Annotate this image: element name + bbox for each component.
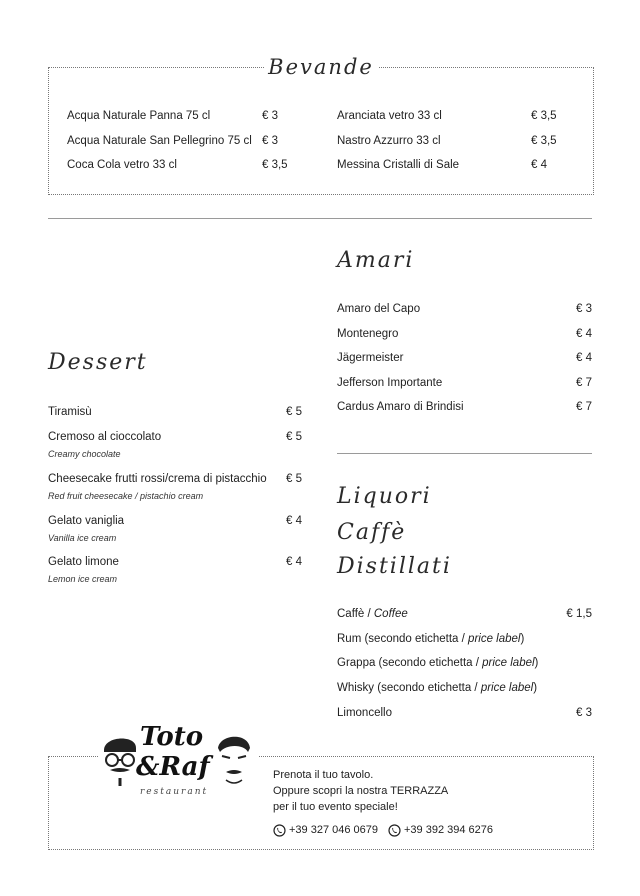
dessert-item-translation: Red fruit cheesecake / pistachio cream [48, 491, 204, 501]
bevande-item-price: € 3,5 [531, 135, 557, 147]
bevande-title: Bevande [264, 52, 378, 82]
dessert-item-name: Cheesecake frutti rossi/crema di pistacchio [48, 473, 267, 485]
divider [337, 453, 592, 454]
dessert-item-name: Tiramisù [48, 406, 92, 418]
restaurant-logo [98, 722, 258, 806]
dessert-item-translation: Lemon ice cream [48, 574, 118, 584]
dessert-item-price: € 4 [286, 556, 302, 568]
dessert-item-price: € 5 [286, 431, 302, 443]
liquori-item-price: € 3 [576, 707, 592, 719]
phone-2-number: +39 392 394 6276 [404, 824, 494, 836]
caffe-title: Caffè [337, 520, 407, 545]
bevande-item-price: € 3 [262, 110, 278, 122]
logo-name-2: &Raf [136, 752, 210, 782]
amari-item-price: € 7 [576, 377, 592, 389]
footer-line-3: per il tuo evento speciale! [273, 801, 398, 813]
amari-item-name: Amaro del Capo [337, 303, 421, 315]
phone-2[interactable] [388, 823, 493, 837]
amari-item-name: Cardus Amaro di Brindisi [337, 401, 464, 413]
liquori-item-name: Grappa (secondo etichetta / price label) [337, 657, 539, 669]
dessert-title: Dessert [48, 350, 148, 375]
amari-item-price: € 3 [576, 303, 592, 315]
amari-title: Amari [337, 248, 415, 273]
amari-item-name: Montenegro [337, 328, 399, 340]
bevande-item-name: Aranciata vetro 33 cl [337, 110, 442, 122]
bevande-item-price: € 3 [262, 135, 278, 147]
amari-item-price: € 7 [576, 401, 592, 413]
bevande-item-name: Coca Cola vetro 33 cl [67, 159, 177, 171]
dessert-item-price: € 4 [286, 515, 302, 527]
amari-item-name: Jefferson Importante [337, 377, 443, 389]
dessert-item-price: € 5 [286, 473, 302, 485]
liquori-item-name: Whisky (secondo etichetta / price label) [337, 682, 538, 694]
dessert-item-name: Gelato vaniglia [48, 515, 125, 527]
bevande-box [48, 67, 594, 195]
whatsapp-icon [273, 824, 286, 837]
bevande-item-name: Messina Cristalli di Sale [337, 159, 460, 171]
bevande-item-name: Acqua Naturale Panna 75 cl [67, 110, 211, 122]
phone-1-number: +39 327 046 0679 [289, 824, 379, 836]
liquori-item-name: Rum (secondo etichetta / price label) [337, 633, 525, 645]
bevande-item-price: € 3,5 [531, 110, 557, 122]
bevande-item-name: Acqua Naturale San Pellegrino 75 cl [67, 135, 252, 147]
bevande-item-name: Nastro Azzurro 33 cl [337, 135, 441, 147]
distillati-title: Distillati [337, 554, 452, 579]
logo-name-1: Toto [140, 722, 204, 752]
divider [48, 218, 592, 219]
amari-item-name: Jägermeister [337, 352, 404, 364]
amari-item-price: € 4 [576, 328, 592, 340]
dessert-item-translation: Creamy chocolate [48, 449, 121, 459]
dessert-item-name: Gelato limone [48, 556, 119, 568]
dessert-item-translation: Vanilla ice cream [48, 533, 117, 543]
liquori-item-price: € 1,5 [566, 608, 592, 620]
whatsapp-icon [388, 824, 401, 837]
logo-tagline: restaurant [140, 787, 209, 797]
footer-line-1: Prenota il tuo tavolo. [273, 769, 374, 781]
phone-1[interactable] [273, 823, 378, 837]
amari-item-price: € 4 [576, 352, 592, 364]
footer-line-2: Oppure scopri la nostra TERRAZZA [273, 785, 449, 797]
bevande-item-price: € 4 [531, 159, 547, 171]
liquori-title: Liquori [337, 484, 432, 509]
liquori-item-name: Caffè / Coffee [337, 608, 408, 620]
bevande-item-price: € 3,5 [262, 159, 288, 171]
liquori-item-name: Limoncello [337, 707, 392, 719]
dessert-item-price: € 5 [286, 406, 302, 418]
dessert-item-name: Cremoso al cioccolato [48, 431, 162, 443]
